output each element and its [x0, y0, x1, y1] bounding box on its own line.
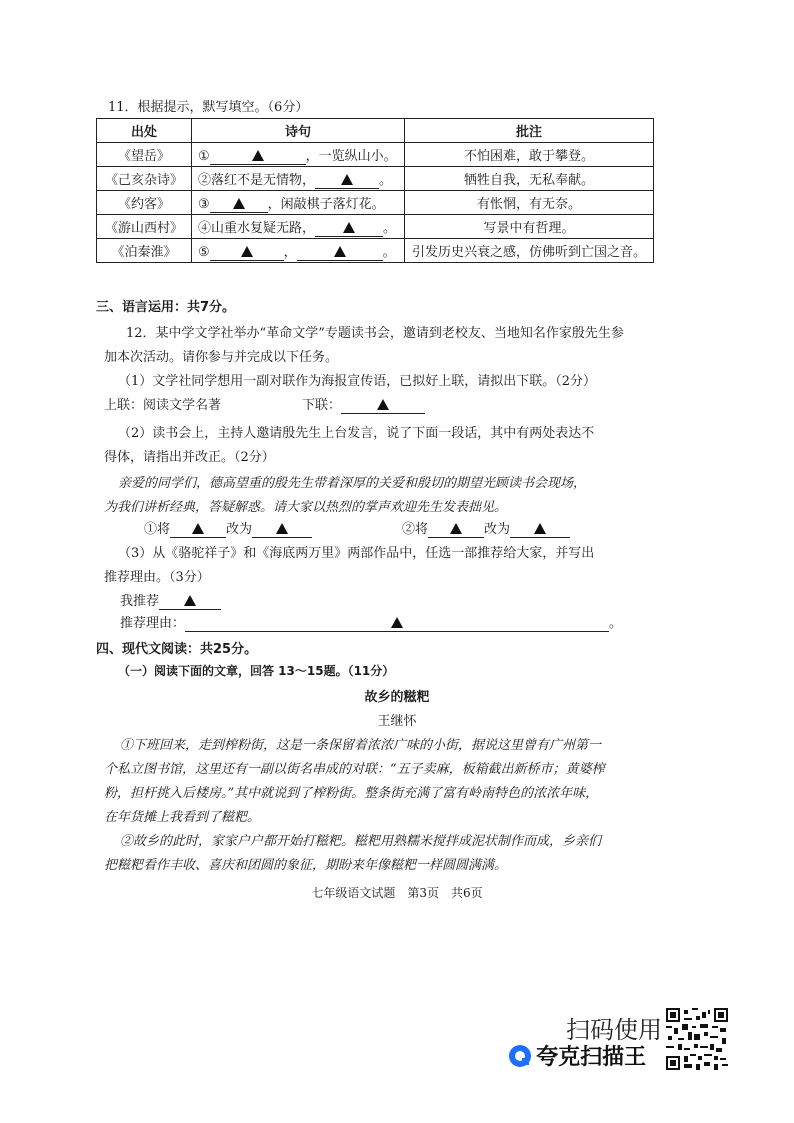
reason-blank[interactable]	[185, 617, 609, 632]
row-poem: ④山重水复疑无路， 。	[192, 215, 405, 239]
triangle-marker-icon	[241, 246, 253, 257]
row-note: 有怅惘，有无奈。	[405, 191, 654, 215]
task2-line2: 得体，请指出并改正。（2分）	[104, 450, 275, 465]
brand-name: 夸克扫描王	[536, 1044, 647, 1069]
row-source: 《泊秦淮》	[97, 239, 192, 263]
quark-logo-icon	[508, 1044, 532, 1068]
table-header-row	[97, 119, 654, 143]
header-source: 出处	[97, 119, 192, 143]
lower-couplet: 下联：	[302, 394, 425, 414]
section3-heading: 三、语言运用：共7分。	[96, 300, 236, 315]
fix1-correction-blank[interactable]	[252, 523, 312, 538]
upper-couplet: 上联：阅读文学名著	[104, 398, 222, 413]
row-source: 《望岳》	[97, 143, 192, 167]
triangle-marker-icon	[341, 174, 353, 185]
row-source: 《己亥杂诗》	[97, 167, 192, 191]
triangle-marker-icon	[343, 222, 355, 233]
article-title: 故乡的糍粑	[364, 690, 430, 705]
table-row	[97, 191, 654, 215]
answer-blank[interactable]	[210, 246, 284, 261]
table-row	[97, 239, 654, 263]
triangle-marker-icon	[334, 246, 346, 257]
paragraph-1-line4: 在年货摊上我看到了糍粑。	[104, 810, 261, 825]
answer-blank[interactable]	[315, 222, 383, 237]
row-poem: ① ，一览纵山小。	[192, 143, 405, 167]
brand-logo-row	[508, 1040, 646, 1071]
poem-table	[96, 118, 654, 263]
paragraph-2-line2: 把糍粑看作丰收、喜庆和团圆的象征，期盼来年像糍粑一样圆圆满满。	[104, 858, 508, 873]
speech-line1: 亲爱的同学们，德高望重的殷先生带着深厚的关爱和殷切的期望光顾读书会现场，	[118, 476, 587, 491]
reason-row: 推荐理由： 。	[120, 616, 623, 631]
speech-line2: 为我们讲析经典，答疑解惑。请大家以热烈的掌声欢迎先生发表拙见。	[104, 500, 508, 515]
recommend-blank[interactable]	[159, 595, 221, 610]
task3-line1: （3）从《骆驼祥子》和《海底两万里》两部作品中，任选一部推荐给大家，并写出	[118, 546, 595, 561]
answer-blank[interactable]	[210, 198, 268, 213]
fix1-original-blank[interactable]	[170, 523, 226, 538]
row-note: 写景中有哲理。	[405, 215, 654, 239]
row-note: 不怕困难，敢于攀登。	[405, 143, 654, 167]
triangle-marker-icon	[377, 399, 389, 410]
header-poem: 诗句	[192, 119, 405, 143]
paragraph-1-line2: 个私立图书馆，这里还有一副以街名串成的对联：“五子卖麻，板箱截出新桥市；黄婆榨	[104, 762, 605, 777]
scan-to-use-text: 扫码使用	[566, 1017, 662, 1044]
task1-text: （1）文学社同学想用一副对联作为海报宣传语，已拟好上联，请拟出下联。（2分）	[118, 374, 597, 389]
row-source: 《游山西村》	[97, 215, 192, 239]
triangle-marker-icon	[252, 150, 264, 161]
task3-line2: 推荐理由。（3分）	[104, 570, 210, 585]
recommend-row: 我推荐	[120, 590, 221, 610]
q11-title: 11．根据提示，默写填空。（6分）	[108, 100, 309, 115]
table-row	[97, 167, 654, 191]
triangle-marker-icon	[233, 198, 245, 209]
triangle-marker-icon	[391, 617, 403, 628]
task2-line1: （2）读书会上，主持人邀请殷先生上台发言，说了下面一段话，其中有两处表达不	[118, 426, 595, 441]
row-source: 《约客》	[97, 191, 192, 215]
page-footer: 七年级语文试题 第3页 共6页	[311, 886, 483, 900]
triangle-marker-icon	[192, 523, 204, 534]
table-row	[97, 143, 654, 167]
row-poem: ③ ，闲敲棋子落灯花。	[192, 191, 405, 215]
answer-blank[interactable]	[297, 246, 383, 261]
fix2-original-blank[interactable]	[428, 523, 484, 538]
section4-heading: 四、现代文阅读：共25分。	[96, 642, 258, 657]
q12-intro-line2: 加本次活动。请你参与并完成以下任务。	[104, 350, 339, 365]
section4-sub: （一）阅读下面的文章，回答 13～15题。（11分）	[118, 664, 395, 678]
row-note: 引发历史兴衰之感，仿佛听到亡国之音。	[405, 239, 654, 263]
lower-couplet-blank[interactable]	[341, 399, 425, 414]
triangle-marker-icon	[184, 595, 196, 606]
triangle-marker-icon	[450, 523, 462, 534]
qr-code-icon[interactable]	[666, 1008, 728, 1070]
table-row	[97, 215, 654, 239]
row-poem: ⑤ ， 。	[192, 239, 405, 263]
row-note: 牺牲自我，无私奉献。	[405, 167, 654, 191]
paragraph-2-line1: ②故乡的此时，家家户户都开始打糍粑。糍粑用熟糯米搅拌成泥状制作而成，乡亲们	[120, 834, 602, 849]
paragraph-1-line3: 粉，担杆挑入后楼房。”其中就说到了榨粉街。整条街充满了富有岭南特色的浓浓年味，	[104, 786, 599, 801]
triangle-marker-icon	[534, 523, 546, 534]
triangle-marker-icon	[276, 523, 288, 534]
article-author: 王继怀	[377, 714, 417, 729]
row-poem: ②落红不是无情物， 。	[192, 167, 405, 191]
answer-blank[interactable]	[210, 150, 306, 165]
fix2-correction-blank[interactable]	[510, 523, 570, 538]
answer-blank[interactable]	[315, 174, 379, 189]
q12-intro-line1: 12．某中学文学社举办“革命文学”专题读书会，邀请到老校友、当地知名作家殷先生参	[126, 326, 624, 341]
fix1-row: ①将 改为	[144, 518, 312, 538]
fix2-row: ②将 改为	[402, 518, 570, 538]
header-note: 批注	[405, 119, 654, 143]
paragraph-1-line1: ①下班回来，走到榨粉街，这是一条保留着浓浓广味的小街，据说这里曾有广州第一	[120, 738, 602, 753]
